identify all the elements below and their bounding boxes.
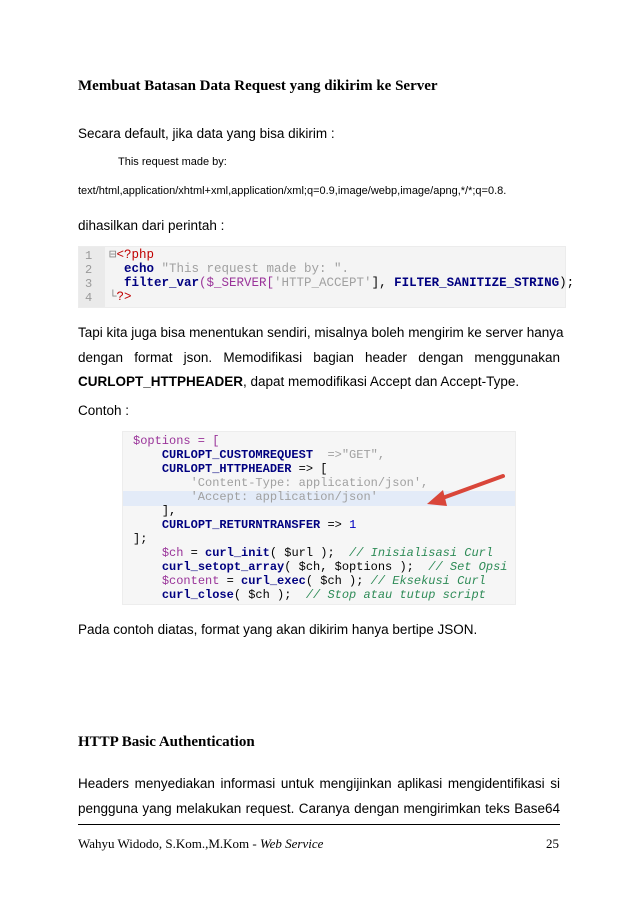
paragraph-default: Secara default, jika data yang bisa dikirim : (78, 126, 335, 141)
array-close: ], (161, 504, 177, 518)
setopt-args: ( $ch, $options ); (284, 560, 414, 574)
code-lines (133, 434, 507, 602)
contoh-label: Contoh : (78, 403, 130, 418)
curlopt-customrequest: CURLOPT_CUSTOMREQUEST (161, 448, 314, 462)
paragraph-pada-contoh: Pada contoh diatas, format yang akan dikirim hanya bertipe JSON. (78, 622, 478, 637)
comment-close: // Stop atau tutup script (291, 588, 486, 602)
output-line-2: text/html,application/xhtml+xml,application/xml;q=0.9,image/webp,image/apng,*/*;q=0.8. (78, 185, 507, 197)
line-number: 1 (85, 249, 93, 263)
comment-exec: // Eksekusi Curl (363, 574, 486, 588)
array-open: => [ (291, 462, 328, 476)
paragraph-line-with-bold (78, 374, 519, 389)
page-number: 25 (546, 836, 559, 851)
echo-keyword: echo (124, 262, 155, 276)
bracket-close: ], (371, 276, 395, 290)
section-heading-data-request: Membuat Batasan Data Request yang dikirim ke Server (78, 78, 438, 94)
curlopt-returntransfer: CURLOPT_RETURNTRANSFER (161, 518, 321, 532)
footer-author-text: Wahyu Widodo, S.Kom.,M.Kom - (78, 836, 260, 851)
options-close: ]; (133, 532, 148, 546)
filter-constant: FILTER_SANITIZE_STRING (394, 276, 560, 290)
comment-setopt: // Set Opsi (413, 560, 508, 574)
section-heading-basic-auth: HTTP Basic Authentication (78, 734, 255, 750)
http-accept-key: 'HTTP_ACCEPT' (274, 276, 372, 290)
footer-author (78, 836, 323, 852)
curl-init-args: ( $url ); (269, 546, 335, 560)
paragraph-headers-line1: Headers menyediakan informasi untuk mengijinkan aplikasi mengidentifikasi si (78, 776, 560, 791)
curl-exec-fn: curl_exec (241, 574, 306, 588)
curl-init-fn: curl_init (205, 546, 270, 560)
filter-var-function: filter_var (124, 276, 200, 290)
options-declaration: $options = [ (133, 434, 220, 448)
server-var: ($_SERVER[ (199, 276, 275, 290)
paragraph-line-justified: dengan format json. Memodifikasi bagian header dengan menggunakan (78, 350, 560, 365)
curl-setopt-array-fn: curl_setopt_array (161, 560, 285, 574)
footer-course: Web Service (260, 836, 324, 851)
paragraph-headers-line2: pengguna yang melakukan request. Caranya dengan mengirimkan teks Base64 (78, 801, 560, 816)
assign-op: = (183, 546, 206, 560)
accept-header: 'Accept: application/json' (190, 490, 378, 504)
paragraph-rest: , dapat memodifikasi Accept dan Accept-Type. (243, 374, 520, 389)
arrow-op: => (320, 518, 350, 532)
line-end: ); (559, 276, 575, 290)
returntransfer-value: 1 (349, 518, 357, 532)
curlopt-httpheader-bold: CURLOPT_HTTPHEADER (78, 374, 244, 389)
close-args: ( $ch ); (233, 588, 292, 602)
red-arrow-icon (423, 472, 508, 512)
assign-op: = (219, 574, 242, 588)
get-value: =>"GET", (313, 448, 386, 462)
output-line-1: This request made by: (118, 156, 227, 168)
line-number: 4 (85, 291, 93, 305)
line-number: 3 (85, 277, 93, 291)
code-block-curl-options (122, 431, 516, 605)
echo-string: "This request made by: ". (154, 262, 350, 276)
comment-init: // Inisialisasi Curl (334, 546, 494, 560)
php-close-tag: ?> (116, 290, 132, 304)
code-lines: ⊟<?php echo "This request made by: ". filter_var($_SERVER['HTTP_ACCEPT'], FILTER_SANITIZE_STRING); └?> (109, 248, 575, 304)
fold-marker-icon: ⊟ (109, 248, 117, 262)
ch-var: $ch (161, 546, 184, 560)
php-open-tag: <?php (116, 248, 155, 262)
line-number: 2 (85, 263, 93, 277)
content-type-header: 'Content-Type: application/json', (190, 476, 429, 490)
exec-args: ( $ch ); (305, 574, 364, 588)
paragraph-line: Tapi kita juga bisa menentukan sendiri, misalnya boleh mengirim ke server hanya (78, 325, 564, 340)
content-var: $content (161, 574, 220, 588)
paragraph-dihasilkan: dihasilkan dari perintah : (78, 218, 225, 233)
curl-close-fn: curl_close (161, 588, 234, 602)
curlopt-httpheader: CURLOPT_HTTPHEADER (161, 462, 292, 476)
code-block-php-echo (78, 246, 575, 308)
footer-divider (78, 824, 560, 825)
